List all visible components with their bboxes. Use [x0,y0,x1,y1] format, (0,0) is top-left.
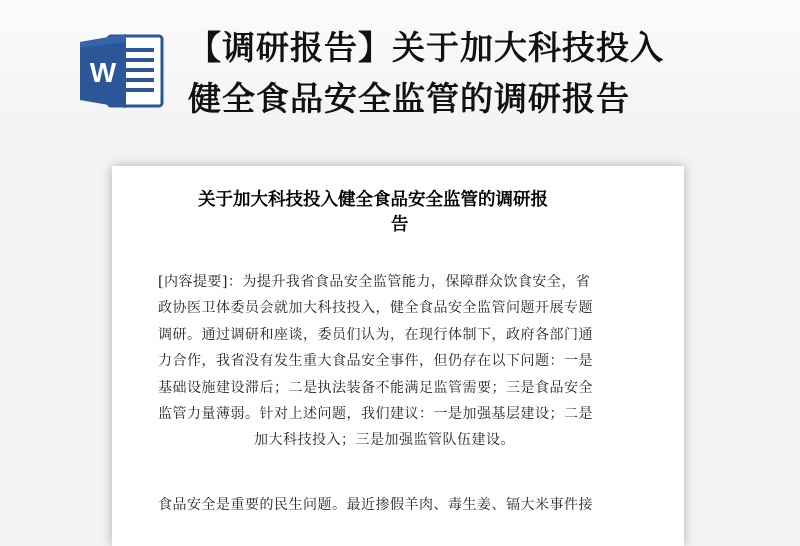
abstract-line: 监管力量薄弱。针对上述问题，我们建议：一是加强基层建设；二是 [158,406,593,423]
body-paragraph: 食品安全是重要的民生问题。最近掺假羊肉、毒生姜、镉大米事件接 [158,497,593,513]
document-title [198,188,648,238]
abstract-line: 力合作，我省没有发生重大食品安全事件，但仍存在以下问题：一是 [158,353,593,370]
svg-text:W: W [89,57,117,88]
abstract-line: 加大科技投入；三是加强监管队伍建设。 [254,432,515,449]
document-page [112,166,684,546]
document-title-line-1: 关于加大科技投入健全食品安全监管的调研报 [198,190,548,210]
abstract [158,269,644,454]
document-title-line-2: 告 [391,215,409,235]
page-title-line-1: 【调研报告】关于加大科技投入 [188,28,664,67]
word-document-icon [78,32,166,110]
abstract-line: 政协医卫体委员会就加大科技投入，健全食品安全监管问题开展专题 [158,300,593,317]
abstract-line: 调研。通过调研和座谈，委员们认为，在现行体制下，政府各部门通 [158,326,593,343]
page-title [188,22,788,124]
page-title-line-2: 健全食品安全监管的调研报告 [188,79,630,118]
abstract-line: 基础设施建设滞后；二是执法装备不能满足监管需要；三是食品安全 [158,379,593,396]
abstract-line: [内容提要]：为提升我省食品安全监管能力，保障群众饮食安全，省 [158,274,591,290]
